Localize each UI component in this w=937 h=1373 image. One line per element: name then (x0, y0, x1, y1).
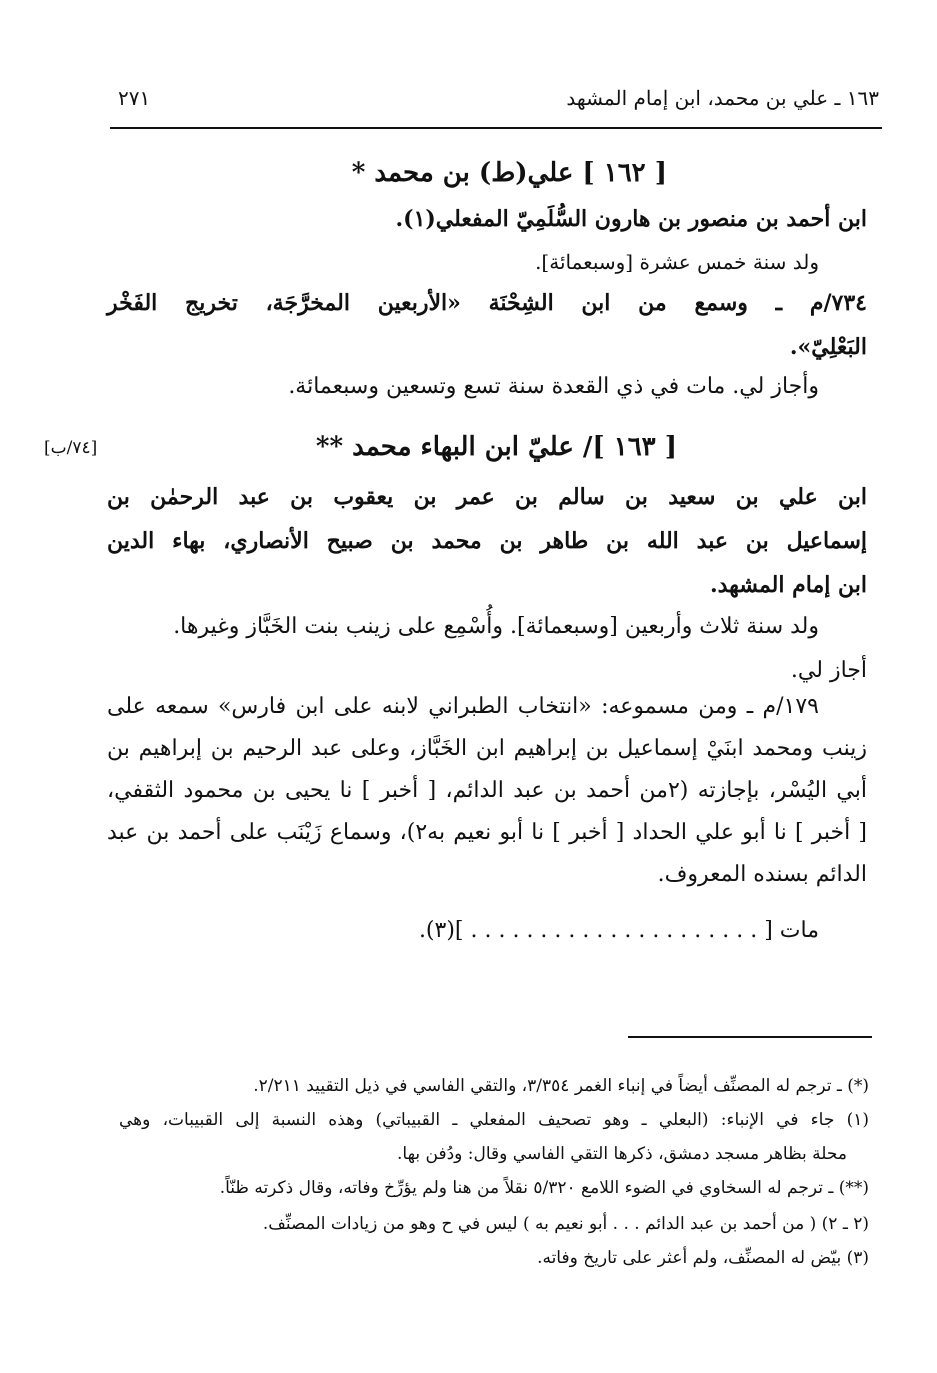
entry-163-hearing-line4: [ أخبر ] نا أبو علي الحداد [ أخبر ] نا أبو نعيم به٢)، وسماع زَيْنَب على أحمد بن عبد (107, 820, 867, 845)
entry-163-lineage-line3: ابن إمام المشهد. (709, 572, 867, 598)
entry-162-birth: ولد سنة خمس عشرة [وسبعمائة]. (535, 250, 819, 274)
entry-163-heading: [ ١٦٣ ]/ عليّ ابن البهاء محمد ** (315, 432, 677, 462)
page-number: ٢٧١ (118, 86, 151, 110)
manuscript-folio-ref: [٧٤/ب] (44, 438, 98, 458)
footnote-double-star: (**) ـ ترجم له السخاوي في الضوء اللامع ٥/٣٢٠ نقلاً من هنا ولم يؤرِّخ وفاته، وقال ذكرته ظنّاً. (219, 1178, 869, 1198)
entry-162-lineage: ابن أحمد بن منصور بن هارون السُّلَمِيّ المفعلي(١). (395, 206, 867, 232)
entry-163-ijaza: أجاز لي. (790, 658, 867, 683)
entry-163-lineage-line2: إسماعيل بن عبد الله بن طاهر بن محمد بن صبيح الأنصاري، بهاء الدين (107, 528, 867, 554)
entry-163-hearing-line3: أبي اليُسْر، بإجازته (٢من أحمد بن عبد الدائم، [ أخبر ] نا يحيى بن محمود الثقفي، (107, 778, 868, 803)
entry-163-hearing-line5: الدائم بسنده المعروف. (657, 862, 867, 887)
entry-162-hearing-text: ٧٣٤/م ـ وسمع من ابن الشِحْنَة «الأربعين المخرَّجَة، تخريج الفَخْر (107, 290, 867, 316)
entry-162-hearing-line2: البَعْلِيّ». (789, 334, 867, 360)
entry-162-death: وأجاز لي. مات في ذي القعدة سنة تسع وتسعين وسبعمائة. (288, 374, 819, 399)
entry-163-hearing-line2: زينب ومحمد ابنَيْ إسماعيل بن إبراهيم ابن الخَبَّاز، وعلى عبد الرحيم بن إبراهيم بن (107, 736, 867, 761)
header-rule (110, 127, 882, 129)
entry-163-birth: ولد سنة ثلاث وأربعين [وسبعمائة]. وأُسْمِع على زينب بنت الخَبَّاز وغيرها. (173, 614, 819, 639)
footnote-star: (*) ـ ترجم له المصنِّف أيضاً في إنباء الغمر ٣/٣٥٤، والتقي الفاسي في ذيل التقييد ٢/٢١١. (253, 1076, 869, 1096)
entry-162-heading: [ ١٦٢ ] علي(ط) بن محمد * (351, 158, 667, 188)
footnote-3: (٣) بيّض له المصنِّف، ولم أعثر على تاريخ وفاته. (537, 1248, 869, 1268)
footnote-rule (628, 1036, 872, 1038)
footnote-1-line1: (١) جاء في الإنباء: (البعلي ـ وهو تصحيف المفعلي ـ القبيباتي) وهذه النسبة إلى القبيبات، وهي (119, 1110, 869, 1130)
footnote-2: (٢ ـ ٢) ( من أحمد بن عبد الدائم . . . أبو نعيم به ) ليس في ح وهو من زيادات المصنِّف. (262, 1214, 869, 1234)
entry-162-hearing-line1 (107, 290, 867, 316)
entry-163-death: مات [ . . . . . . . . . . . . . . . . . . . . . ](٣). (418, 918, 819, 943)
running-title: ١٦٣ ـ علي بن محمد، ابن إمام المشهد (566, 86, 879, 110)
entry-163-lineage-line1: ابن علي بن سعيد بن سالم بن عمر بن يعقوب بن عبد الرحمٰن بن (107, 484, 867, 510)
footnote-1-line2: محلة بظاهر مسجد دمشق، ذكرها التقي الفاسي وقال: ودُفن بها. (396, 1144, 847, 1164)
entry-163-hearing-line1: ١٧٩/م ـ ومن مسموعه: «انتخاب الطبراني لابنه على ابن فارس» سمعه على (107, 694, 819, 719)
